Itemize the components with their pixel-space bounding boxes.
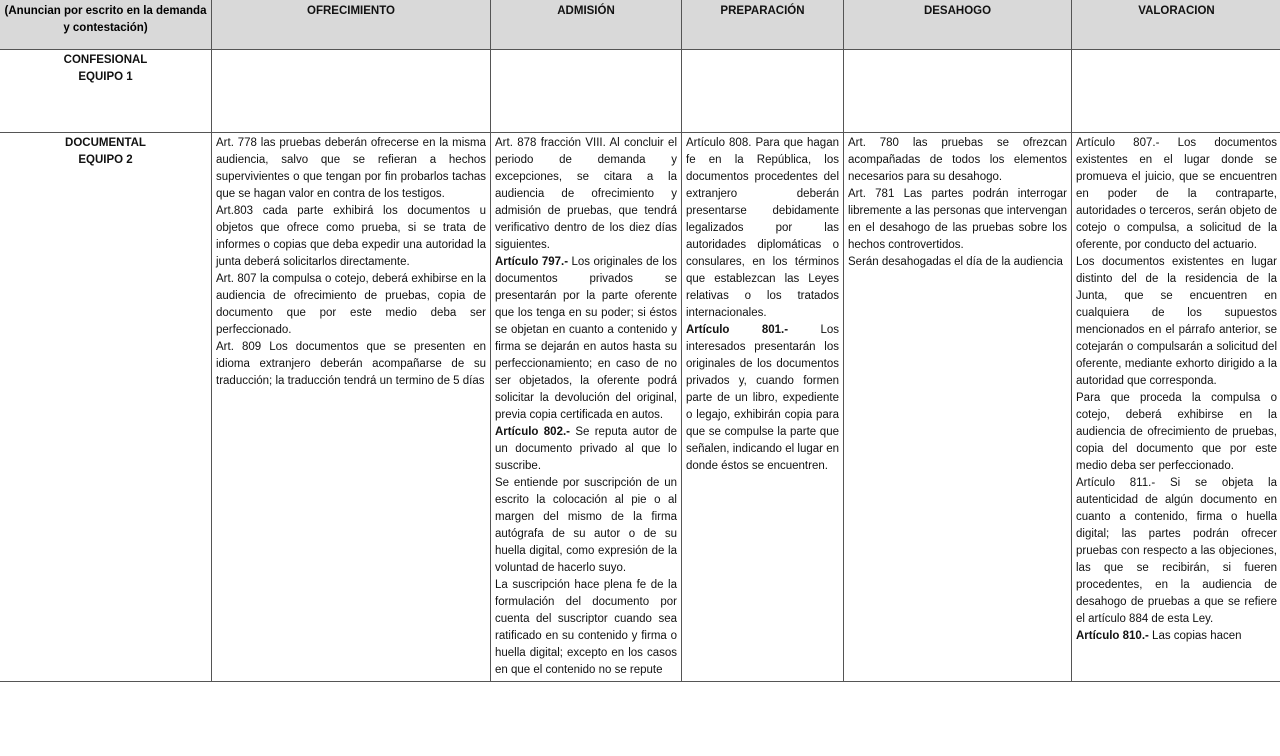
article-heading: Artículo 801.- [686, 324, 789, 336]
table-row-documental [0, 133, 1280, 682]
empty-cell [1072, 50, 1280, 133]
admision-paragraph [495, 424, 677, 475]
header-category: (Anuncian por escrito en la demanda y contestación) [0, 0, 212, 50]
empty-cell [491, 50, 682, 133]
article-heading: Artículo 797.- [495, 256, 569, 268]
category-name: DOCUMENTAL [65, 137, 146, 149]
table-row-confesional [0, 50, 1280, 133]
article-heading: Artículo 810.- [1076, 630, 1149, 642]
ofrecimiento-paragraph: Art.803 cada parte exhibirá los documentos u objetos que ofrece como prueba, si se trata de informes o copias que deba expedir una autoridad la junta deberá solicitarlos directamente. [216, 205, 486, 268]
header-row [0, 0, 1280, 50]
admision-paragraph: Se entiende por suscripción de un escrito la colocación al pie o al margen del mismo de la firma autógrafa de su autor o de su huella digital, como expresión de la voluntad de hacerlo suyo. [495, 477, 677, 574]
admision-paragraph [495, 254, 677, 424]
header-preparacion: PREPARACIÓN [682, 0, 844, 50]
valoracion-paragraph: Los documentos existentes en lugar distinto del de la residencia de la Junta, que se encuentren en cualquiera de los supuestos mencionados en el párrafo anterior, se cotejarán o compulsarán a solicitud del oferente, mediante exhorto dirigido a la autoridad que corresponda. [1076, 256, 1277, 387]
header-desahogo: DESAHOGO [844, 0, 1072, 50]
article-text: Los interesados presentarán los originales de los documentos privados y, cuando formen parte de un libro, expediente o legajo, exhibirán copia para que se compulse la parte que señalen, indicando el lugar en donde éstos se encuentren. [686, 324, 839, 472]
empty-cell [682, 50, 844, 133]
empty-cell [844, 50, 1072, 133]
category-cell [0, 50, 212, 133]
ofrecimiento-paragraph: Art. 807 la compulsa o cotejo, deberá exhibirse en la audiencia de ofrecimiento de pruebas, copia de documento que por este medio deba ser perfeccionado. [216, 273, 486, 336]
ofrecimiento-paragraph: Art. 778 las pruebas deberán ofrecerse en la misma audiencia, salvo que se refieran a hechos supervivientes o que tengan por fin probarlos tachas que se hagan valor en contra de los testigos. [216, 137, 486, 200]
valoracion-paragraph: Para que proceda la compulsa o cotejo, deberá exhibirse en la audiencia de ofrecimiento de pruebas, copia del documento que por este medio deba ser perfeccionado. [1076, 392, 1277, 472]
valoracion-paragraph: Artículo 811.- Si se objeta la autenticidad de algún documento en cuanto a contenido, firma o huella digital; las partes podrán ofrecer pruebas con respecto a las objeciones, las que se recibirán, si fueren procedentes, en la audiencia de desahogo de pruebas a que se refiere el artículo 884 de esta Ley. [1076, 477, 1277, 625]
desahogo-paragraph: Art. 781 Las partes podrán interrogar libremente a las personas que intervengan en el desahogo de las pruebas sobre los hechos controvertidos. [848, 188, 1067, 251]
category-team: EQUIPO 2 [78, 154, 133, 166]
header-valoracion: VALORACION [1072, 0, 1280, 50]
admision-paragraph: Art. 878 fracción VIII. Al concluir el periodo de demanda y excepciones, se citara a la audiencia de ofrecimiento y admisión de pruebas, que tendrá verificativo dentro de los diez días siguientes. [495, 137, 677, 251]
preparacion-cell [682, 133, 844, 682]
desahogo-paragraph: Art. 780 las pruebas se ofrezcan acompañadas de todos los elementos necesarios para su desahogo. [848, 137, 1067, 183]
valoracion-cell [1072, 133, 1280, 682]
preparacion-paragraph: Artículo 808. Para que hagan fe en la República, los documentos procedentes del extranjero deberán presentarse debidamente legalizados por las autoridades diplomáticas o consulares, en los términos que establezcan las Leyes relativas o los tratados internacionales. [686, 137, 839, 319]
article-text: Se reputa autor de un documento privado al que lo suscribe. [495, 426, 677, 472]
admision-cell [491, 133, 682, 682]
desahogo-cell [844, 133, 1072, 682]
article-heading: Artículo 802.- [495, 426, 570, 438]
article-text: Las copias hacen [1148, 630, 1242, 642]
header-ofrecimiento: OFRECIMIENTO [212, 0, 491, 50]
valoracion-paragraph [1076, 628, 1277, 645]
ofrecimiento-paragraph: Art. 809 Los documentos que se presenten en idioma extranjero deberán acompañarse de su traducción; la traducción tendrá un termino de 5 días [216, 341, 486, 387]
category-cell [0, 133, 212, 682]
desahogo-paragraph: Serán desahogadas el día de la audiencia [848, 256, 1063, 268]
article-text: Los originales de los documentos privados se presentarán por la parte oferente que los tenga en su poder; si éstos se objetan en cuanto a contenido y firma se dejarán en autos hasta su perfeccionamiento; en caso de no ser objetados, la oferente podrá solicitar la devolución del original, previa copia certificada en autos. [495, 256, 677, 421]
header-admision: ADMISIÓN [491, 0, 682, 50]
valoracion-paragraph: Artículo 807.- Los documentos existentes en el lugar donde se promueva el juicio, que se encuentren en poder de la contraparte, autoridades o terceros, serán objeto de cotejo o compulsa, a solicitud de la oferente, por conducto del actuario. [1076, 137, 1277, 251]
category-team: EQUIPO 1 [78, 71, 133, 83]
category-name: CONFESIONAL [63, 54, 148, 66]
empty-cell [212, 50, 491, 133]
ofrecimiento-cell [212, 133, 491, 682]
preparacion-paragraph [686, 322, 839, 475]
admision-paragraph: La suscripción hace plena fe de la formulación del documento por cuenta del suscriptor cuando sea ratificado en su contenido y firma o huella digital; excepto en los casos en que el contenido no se repute [495, 579, 677, 676]
